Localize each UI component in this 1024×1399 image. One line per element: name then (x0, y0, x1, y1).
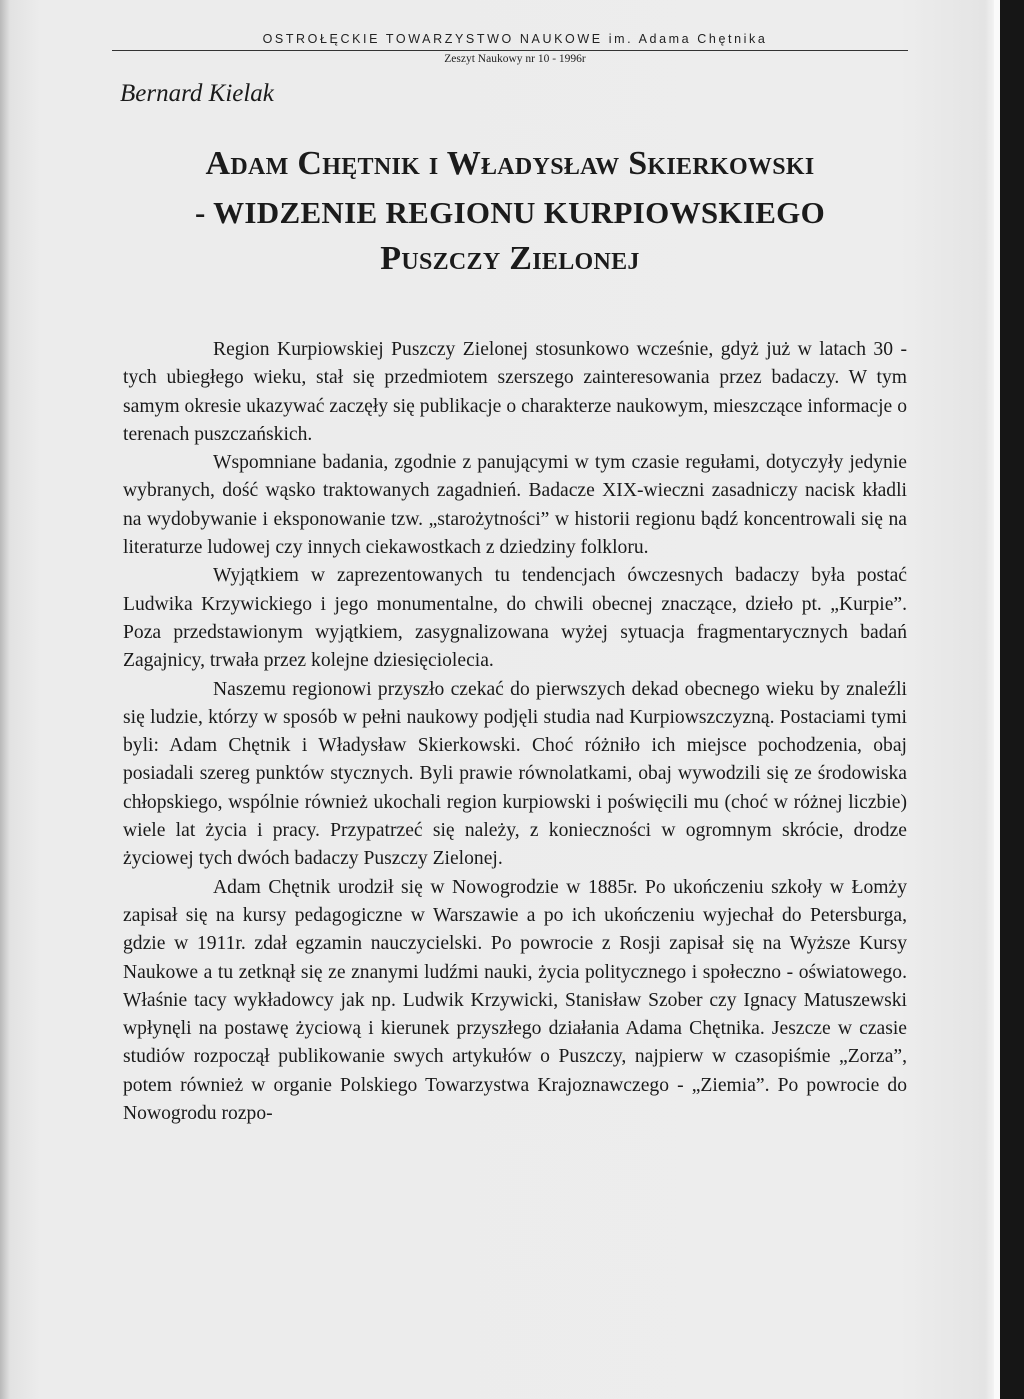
society-name: OSTROŁĘCKIE TOWARZYSTWO NAUKOWE im. Adama Chętnika (262, 32, 768, 46)
article-title-line-2: - WIDZENIE REGIONU KURPIOWSKIEGO (195, 195, 825, 230)
header-rule (112, 50, 908, 51)
paragraph: Region Kurpiowskiej Puszczy Zielonej stosunkowo wcześnie, gdyż już w latach 30 - tych ubiegłego wieku, stał się przedmiotem szerszego zainteresowania przez badaczy. W tym samym okresie ukazywać zaczęły się publikacje o charakterze naukowym, mieszczące informacje o terenach puszczańskich. (123, 339, 907, 445)
article-title-line-3: Puszczy Zielonej (380, 240, 640, 277)
paragraph: Naszemu regionowi przyszło czekać do pierwszych dekad obecnego wieku by znaleźli się ludzie, którzy w sposób w pełni naukowy podjęli studia nad Kurpiowszczyzną. Postaciami tymi byli: Adam Chętnik i Władysław Skierkowski. Choć różniło ich miejsce pochodzenia, obaj posiadali szereg punktów stycznych. Byli prawie równolatkami, obaj wywodzili się ze środowiska chłopskiego, wspólnie również ukochali region kurpiowski i poświęcili mu (choć w różnej liczbie) wiele lat życia i pracy. Przypatrzeć się należy, z konieczności w ogromnym skrócie, drodze życiowej tych dwóch badaczy Puszczy Zielonej. (123, 678, 907, 870)
paragraph: Adam Chętnik urodził się w Nowogrodzie w 1885r. Po ukończeniu szkoły w Łomży zapisał się na kursy pedagogiczne w Warszawie a po ich ukończeniu wyjechał do Petersburga, gdzie w 1911r. zdał egzamin nauczycielski. Po powrocie z Rosji zapisał się na Wyższe Kursy Naukowe a tu zetknął się ze znanymi ludźmi nauki, życia politycznego i społeczno - oświatowego. Właśnie tacy wykładowcy jak np. Ludwik Krzywicki, Stanisław Szober czy Ignacy Matuszewski wpłynęli na postawę życiową i kierunek przyszłego działania Adama Chętnika. Jeszcze w czasie studiów rozpoczął publikowanie swych artykułów o Puszczy, najpierw w czasopiśmie „Zorza”, potem również w organie Polskiego Towarzystwa Krajoznawczego - „Ziemia”. Po powrocie do Nowogrodu rozpo- (123, 876, 907, 1125)
paragraph: Wspomniane badania, zgodnie z panującymi w tym czasie regułami, dotyczyły jedynie wybranych, dość wąsko traktowanych zagadnień. Badacze XIX-wieczni zasadniczy nacisk kładli na wydobywanie i eksponowanie tzw. „starożytności” w historii regionu bądź koncentrowali się na literaturze ludowej czy innych ciekawostkach z dziedziny folkloru. (123, 452, 907, 559)
author-name: Bernard Kielak (120, 80, 274, 107)
running-header (120, 30, 910, 48)
issue-line: Zeszyt Naukowy nr 10 - 1996r (444, 53, 586, 65)
paragraph: Wyjątkiem w zaprezentowanych tu tendencjach ówczesnych badaczy była postać Ludwika Krzywickiego i jego monumentalne, do chwili obecnej znaczące, dzieło pt. „Kurpie”. Poza przedstawionym wyjątkiem, zasygnalizowana wyżej sytuacja fragmentarycznych badań Zagajnicy, trwała przez kolejne dziesięciolecia. (123, 565, 907, 672)
article-body (123, 336, 907, 1128)
article-title-line-1: Adam Chętnik i Władysław Skierkowski (205, 145, 815, 182)
scan-dark-edge (1000, 0, 1024, 1399)
